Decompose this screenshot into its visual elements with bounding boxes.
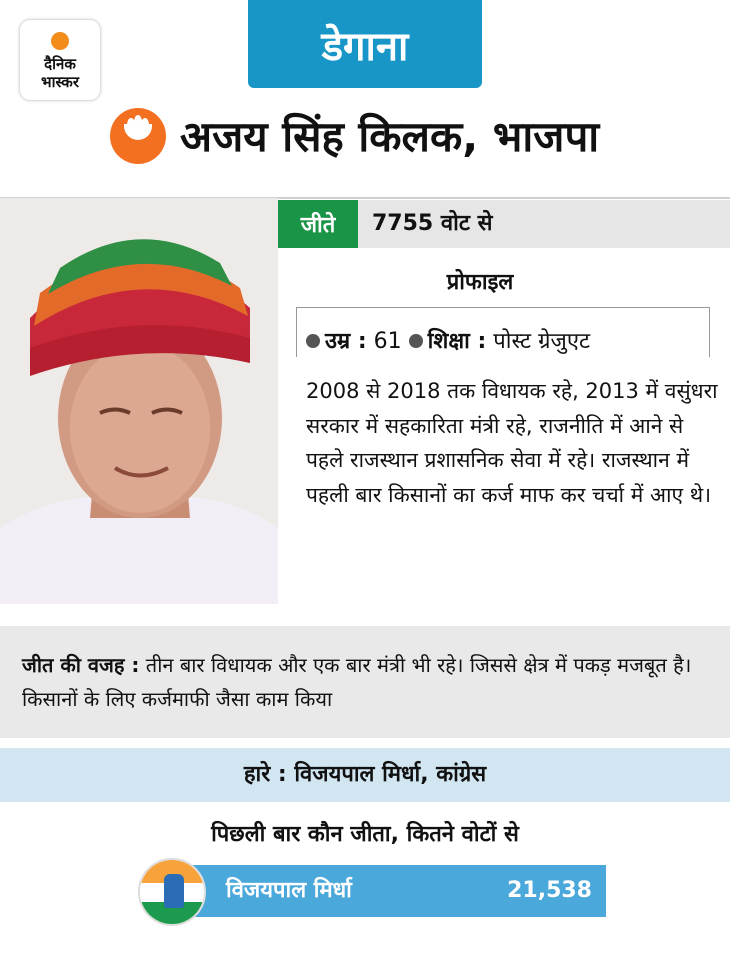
lost-candidate-bar: हारे : विजयपाल मिर्धा, कांग्रेस	[0, 748, 730, 802]
profile-heading: प्रोफाइल	[446, 270, 514, 295]
dainik-bhaskar-logo	[20, 20, 100, 100]
profile-summary-line	[306, 322, 590, 362]
bullet-icon	[306, 334, 320, 348]
previous-winner-bar	[190, 865, 606, 917]
win-status-label: जीते	[278, 200, 358, 248]
win-margin: 7755 वोट से	[372, 211, 493, 236]
win-reason-label: जीत की वजह :	[22, 653, 140, 677]
profile-bio: 2008 से 2018 तक विधायक रहे, 2013 में वसुंधरा सरकार में सहकारिता मंत्री रहे, राजनीति में आने से पहले राजस्थान प्रशासनिक सेवा में रहे। राजस्थान में पहली बार किसानों का कर्ज माफ कर चर्चा में आए थे।	[306, 379, 718, 507]
previous-winner-heading: पिछली बार कौन जीता, कितने वोटों से	[211, 822, 519, 847]
sun-icon	[51, 32, 69, 50]
logo-text-line2: भास्कर	[41, 73, 79, 91]
constituency-title: डेगाना	[248, 0, 482, 88]
candidate-name: अजय सिंह किलक, भाजपा	[180, 112, 600, 161]
win-reason-box	[0, 626, 730, 738]
bullet-icon	[409, 334, 423, 348]
education-label: शिक्षा :	[427, 329, 487, 354]
win-result-bar	[278, 200, 730, 248]
previous-winner-name: विजयपाल मिर्धा	[226, 878, 352, 903]
congress-hand-logo-icon	[138, 858, 206, 926]
logo-text-line1: दैनिक	[44, 55, 76, 73]
age-label: उम्र :	[325, 329, 367, 354]
age-value: 61	[373, 329, 402, 354]
candidate-portrait-illustration	[0, 198, 278, 604]
education-value: पोस्ट ग्रेजुएट	[493, 329, 591, 354]
candidate-photo	[0, 198, 278, 604]
bjp-lotus-logo-icon	[110, 108, 166, 164]
previous-winner-votes: 21,538	[507, 878, 592, 903]
win-reason-text: तीन बार विधायक और एक बार मंत्री भी रहे। जिससे क्षेत्र में पकड़ मजबूत है। किसानों के लिए कर्जमाफी जैसा काम किया	[22, 653, 692, 711]
